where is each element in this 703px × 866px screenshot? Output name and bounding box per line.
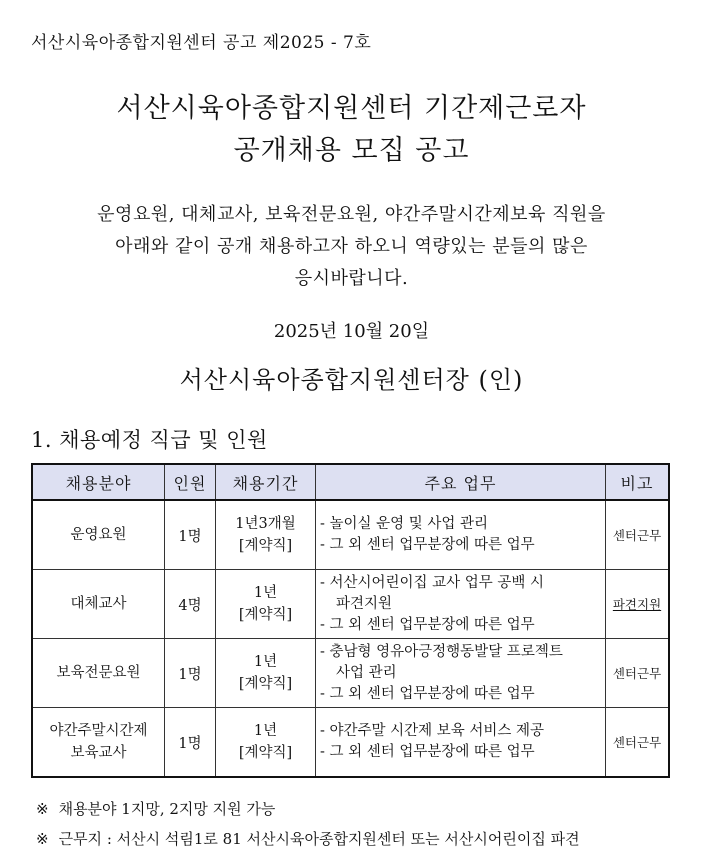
note-mark: ※ xyxy=(36,800,49,818)
title-line: 서산시육아종합지원센터 기간제근로자 xyxy=(116,93,587,124)
header-duties: 주요 업무 xyxy=(316,464,606,500)
note-text: 근무지 : 서산시 석림1로 81 서산시육아종합지원센터 또는 서산시어린이집 파견 xyxy=(58,830,580,848)
note-label: 센터근무 xyxy=(612,666,662,681)
cell-period xyxy=(216,500,316,570)
period-line: [계약직] xyxy=(238,607,293,623)
duty-line: - 그 외 센터 업무분장에 따른 업무 xyxy=(320,616,535,633)
announcement-date: 2025년 10월 20일 xyxy=(273,321,430,342)
period-line: 1년3개월 xyxy=(235,516,296,532)
period-line: 1년 xyxy=(253,585,278,601)
table-row xyxy=(32,500,669,570)
period-line: 1년 xyxy=(253,654,278,670)
intro-line: 운영요원, 대체교사, 보육전문요원, 야간주말시간제보육 직원을 xyxy=(97,204,606,225)
recruitment-table xyxy=(31,463,670,778)
cell-field xyxy=(32,500,165,570)
header-note: 비고 xyxy=(606,464,670,500)
intro-line: 아래와 같이 공개 채용하고자 하오니 역량있는 분들의 많은 xyxy=(115,236,588,257)
cell-duties xyxy=(316,639,606,708)
cell-count: 1명 xyxy=(165,500,216,570)
header-period: 채용기간 xyxy=(216,464,316,500)
table-header-row xyxy=(32,464,669,500)
period-line: [계약직] xyxy=(238,676,293,692)
page-title xyxy=(0,88,703,172)
field-line: 야간주말시간제 xyxy=(49,723,148,739)
intro-paragraph xyxy=(0,199,703,295)
duty-line: 파견지원 xyxy=(336,595,393,612)
note-label: 파견지원 xyxy=(612,597,662,612)
duty-line: - 놀이실 운영 및 사업 관리 xyxy=(320,516,489,532)
cell-period xyxy=(216,708,316,778)
duty-line: - 충남형 영유아긍정행동발달 프로젝트 xyxy=(320,643,563,660)
cell-period xyxy=(216,639,316,708)
cell-note xyxy=(606,639,670,708)
field-line: 대체교사 xyxy=(70,596,127,612)
cell-period xyxy=(216,570,316,639)
period-line: [계약직] xyxy=(238,538,293,554)
note-label: 센터근무 xyxy=(612,735,662,750)
duty-line: - 그 외 센터 업무분장에 따른 업무 xyxy=(320,744,535,760)
cell-count: 4명 xyxy=(165,570,216,639)
cell-note xyxy=(606,500,670,570)
duty-line: - 그 외 센터 업무분장에 따른 업무 xyxy=(320,537,535,553)
table-row xyxy=(32,639,669,708)
note-mark: ※ xyxy=(36,830,49,848)
header-field: 채용분야 xyxy=(32,464,165,500)
intro-line: 응시바랍니다. xyxy=(294,268,409,289)
issuing-organization: 서산시육아종합지원센터장 (인) xyxy=(179,366,524,394)
section-heading: 1. 채용예정 직급 및 인원 xyxy=(31,428,268,452)
table-body xyxy=(32,500,669,777)
title-line: 공개채용 모집 공고 xyxy=(233,135,470,166)
cell-note xyxy=(606,570,670,639)
table-row xyxy=(32,708,669,778)
header-count: 인원 xyxy=(165,464,216,500)
cell-field xyxy=(32,570,165,639)
field-line: 운영요원 xyxy=(70,527,127,543)
period-line: 1년 xyxy=(253,723,278,739)
cell-count: 1명 xyxy=(165,639,216,708)
duty-line: - 그 외 센터 업무분장에 따른 업무 xyxy=(320,685,535,702)
field-line: 보육교사 xyxy=(70,745,127,761)
cell-count: 1명 xyxy=(165,708,216,778)
duty-line: 사업 관리 xyxy=(336,664,397,681)
notes-list xyxy=(36,794,580,854)
field-line: 보육전문요원 xyxy=(56,665,141,681)
cell-field xyxy=(32,639,165,708)
note-label: 센터근무 xyxy=(612,528,662,543)
period-line: [계약직] xyxy=(238,745,293,761)
duty-line: - 야간주말 시간제 보육 서비스 제공 xyxy=(320,723,545,739)
cell-note xyxy=(606,708,670,778)
table-row xyxy=(32,570,669,639)
cell-field xyxy=(32,708,165,778)
document-number: 서산시육아종합지원센터 공고 제2025 - 7호 xyxy=(31,33,372,53)
cell-duties xyxy=(316,570,606,639)
cell-duties xyxy=(316,708,606,778)
note-text: 채용분야 1지망, 2지망 지원 가능 xyxy=(58,800,276,818)
cell-duties xyxy=(316,500,606,570)
note-item xyxy=(36,794,580,824)
note-item xyxy=(36,824,580,854)
duty-line: - 서산시어린이집 교사 업무 공백 시 xyxy=(320,574,545,591)
